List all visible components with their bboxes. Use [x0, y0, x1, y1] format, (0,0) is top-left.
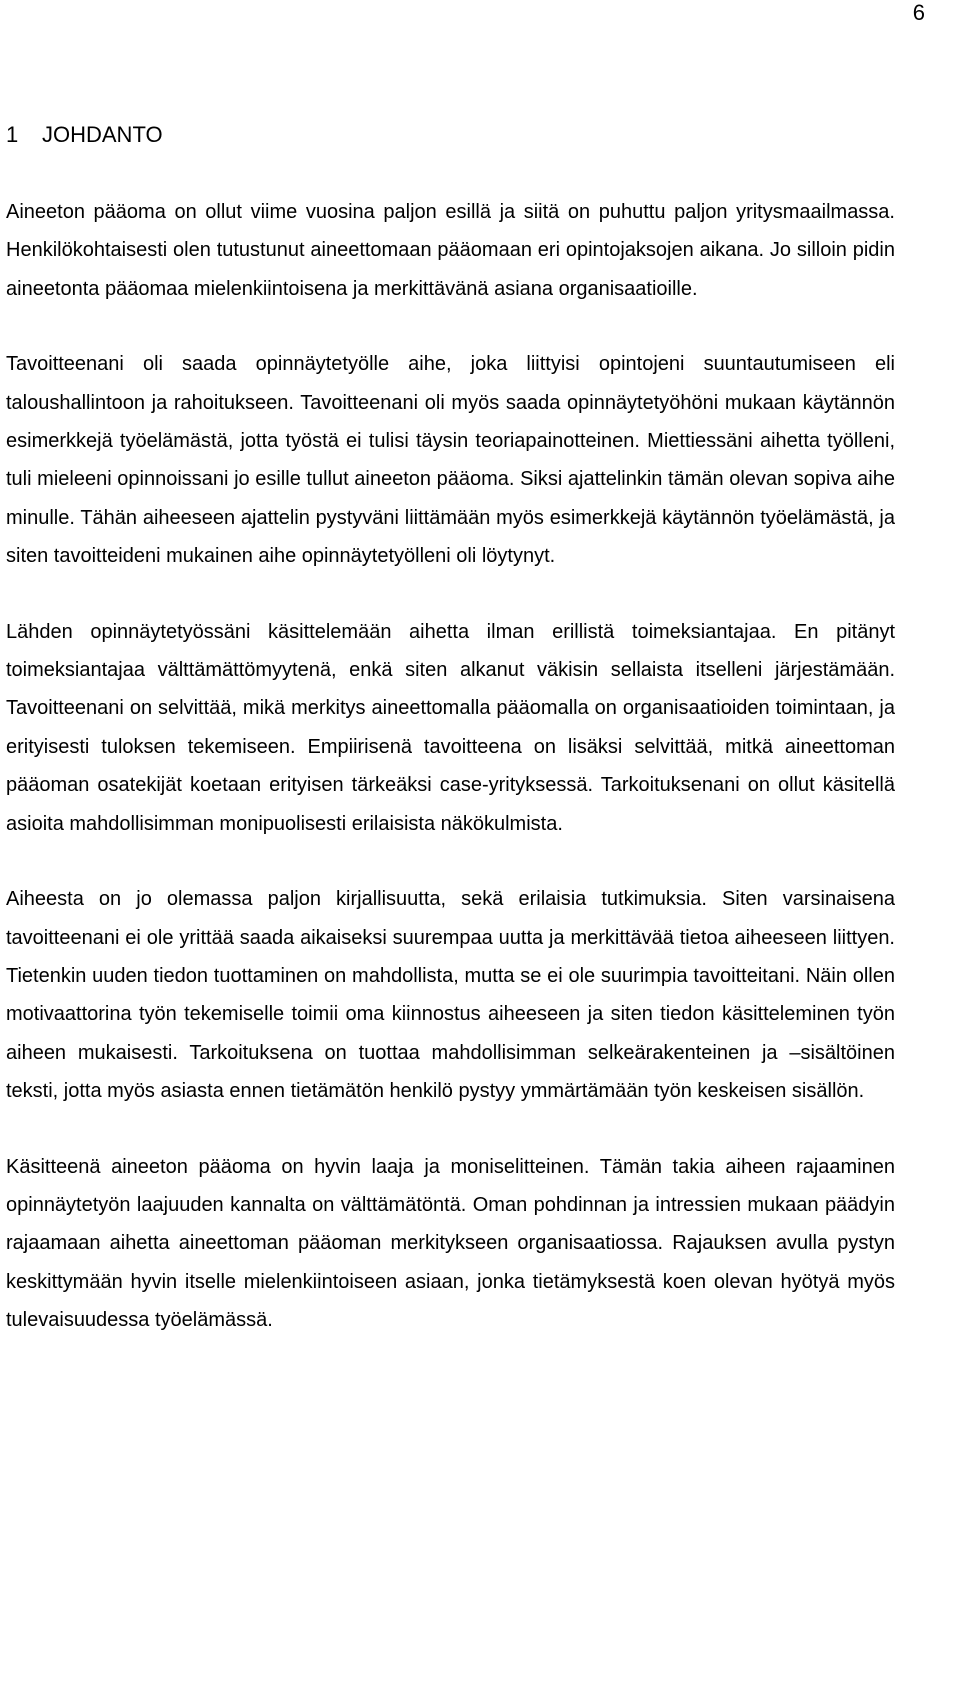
paragraph: Aineeton pääoma on ollut viime vuosina paljon esillä ja siitä on puhuttu paljon yritysmaailmassa. Henkilökohtaisesti olen tutustunut aineettomaan pääomaan eri opintojaksojen aikana. Jo silloin pidin aineetonta pääomaa mielenkiintoisena ja merkittävänä asiana organisaatioille. [6, 201, 895, 300]
chapter-heading [6, 122, 163, 148]
page-number: 6 [912, 0, 925, 25]
chapter-number: 1 [6, 122, 19, 147]
paragraph: Lähden opinnäytetyössäni käsittelemään aihetta ilman erillistä toimeksiantajaa. En pitänyt toimeksiantajaa välttämättömyytenä, enkä siten alkanut väkisin sellaista itselleni järjestämään. Tavoitteenani on selvittää, mikä merkitys aineettomalla pääomalla on organisaatioiden toimintaan, ja erityisesti tuloksen tekemiseen. Empiirisenä tavoitteena on lisäksi selvittää, mitkä aineettoman pääoman osatekijät koetaan erityisen tärkeäksi case-yrityksessä. Tarkoituksenani on ollut käsitellä asioita mahdollisimman monipuolisesti erilaisista näkökulmista. [6, 620, 895, 835]
paragraph: Tavoitteenani oli saada opinnäytetyölle aihe, joka liittyisi opintojeni suuntautumiseen eli taloushallintoon ja rahoitukseen. Tavoitteenani oli myös saada opinnäytetyöhöni mukaan käytännön esimerkkejä työelämästä, jotta työstä ei tulisi täysin teoriapainotteinen. Miettiessäni aihetta työlleni, tuli mieleeni opinnoissani jo esille tullut aineeton pääoma. Siksi ajattelinkin tämän olevan sopiva aihe minulle. Tähän aiheeseen ajattelin pystyväni liittämään myös esimerkkejä käytännön työelämästä, ja siten tavoitteideni mukainen aihe opinnäytetyölleni oli löytynyt. [6, 353, 895, 568]
body-text [6, 193, 895, 1340]
chapter-title: JOHDANTO [42, 122, 163, 147]
paragraph: Käsitteenä aineeton pääoma on hyvin laaja ja moniselitteinen. Tämän takia aiheen rajaaminen opinnäytetyön laajuuden kannalta on välttämätöntä. Oman pohdinnan ja intressien mukaan päädyin rajaamaan aihetta aineettoman pääoman merkitykseen organisaatiossa. Rajauksen avulla pystyn keskittymään hyvin itselle mielenkiintoiseen asiaan, jonka tietämyksestä koen olevan hyötyä myös tulevaisuudessa työelämässä. [6, 1155, 895, 1332]
paragraph: Aiheesta on jo olemassa paljon kirjallisuutta, sekä erilaisia tutkimuksia. Siten varsinaisena tavoitteenani ei ole yrittää saada aikaiseksi suurempaa uutta ja merkittävää tietoa aiheeseen liittyen. Tietenkin uuden tiedon tuottaminen on mahdollista, mutta se ei ole suurimpia tavoitteitani. Näin ollen motivaattorina työn tekemiselle toimii oma kiinnostus aiheeseen ja siten tiedon käsitteleminen työn aiheen mukaisesti. Tarkoituksena on tuottaa mahdollisimman selkeärakenteinen ja –sisältöinen teksti, jotta myös asiasta ennen tietämätön henkilö pystyy ymmärtämään työn keskeisen sisällön. [6, 888, 895, 1103]
